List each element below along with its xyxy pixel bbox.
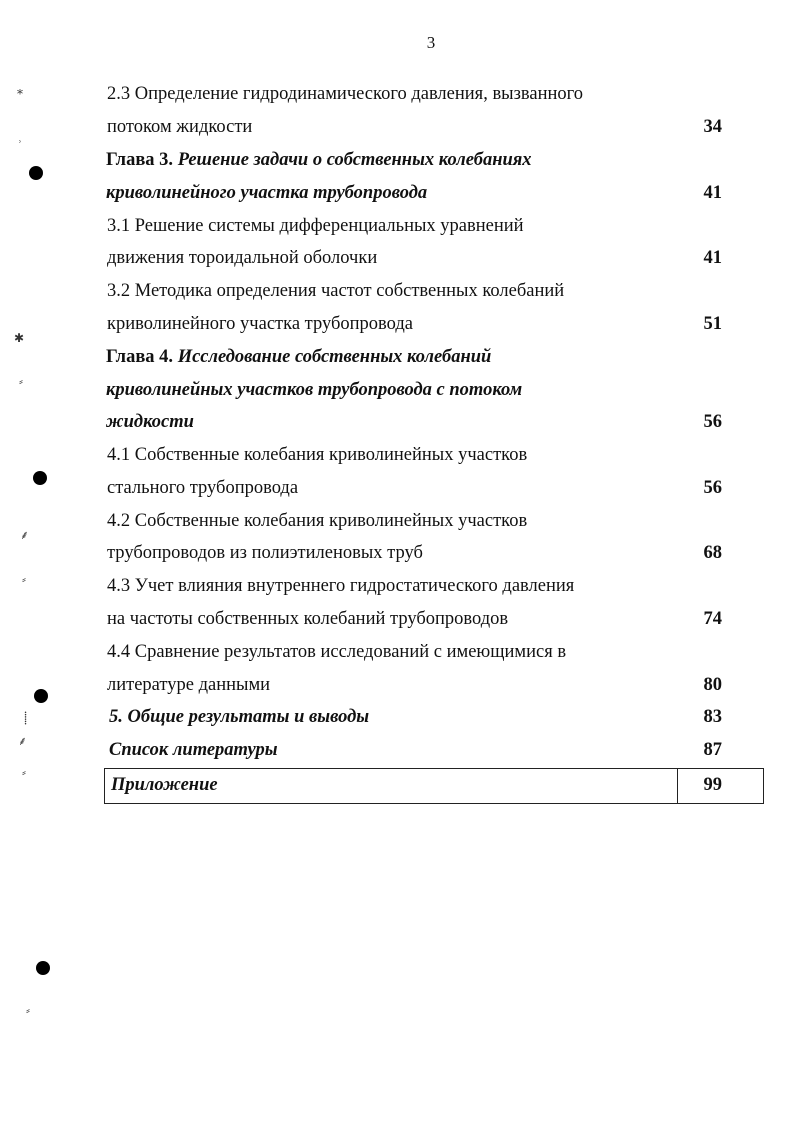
scan-speck: ⸗ (22, 572, 26, 586)
toc-references (109, 738, 278, 762)
toc-chapter-3-line2 (106, 181, 427, 205)
scan-speck: ⸗ (19, 374, 23, 388)
toc-page-number: 87 (703, 740, 722, 760)
toc-entry-4-3-line2: на частоты собственных колебаний трубопроводов (107, 609, 509, 629)
toc-chapter-5 (109, 705, 369, 729)
toc-page-number: 41 (703, 248, 722, 268)
toc-entry-3-2-line2: криволинейного участка трубопровода (107, 314, 413, 334)
toc-entry-4-4-line2: литературе данными (107, 675, 271, 695)
scan-speck: ⸙ (20, 528, 30, 542)
toc-entry-4-2-line2: трубопроводов из полиэтиленовых труб (107, 543, 423, 563)
scan-speck: ⸒ (18, 129, 22, 143)
toc-page-number: 56 (703, 412, 722, 432)
toc-entry-4-2-line1: 4.2 Собственные колебания криволинейных участков (107, 511, 528, 531)
chapter-title: жидкости (106, 412, 194, 432)
chapter-title: 5. Общие результаты и выводы (109, 707, 370, 727)
toc-page-number: 56 (703, 478, 722, 498)
toc-appendix-box (104, 768, 764, 804)
toc-chapter-3-line1 (106, 148, 532, 172)
appendix-divider (677, 769, 678, 803)
binder-hole-4 (36, 961, 50, 975)
toc-page-number: 34 (703, 117, 722, 137)
toc-entry-4-3-line1: 4.3 Учет влияния внутреннего гидростатического давления (107, 576, 575, 596)
scan-speck: ⸙ (18, 734, 28, 748)
toc-entry-3-1-line2: движения тороидальной оболочки (107, 248, 378, 268)
chapter-title: Решение задачи о собственных колебаниях (177, 150, 532, 170)
chapter-title: криволинейного участка трубопровода (106, 183, 428, 203)
scan-speck: ⸽ (24, 711, 28, 725)
toc-entry-4-1-line2: стального трубопровода (107, 478, 299, 498)
scan-speck: ⸗ (22, 765, 26, 779)
binder-hole-2 (33, 471, 47, 485)
binder-hole-1 (29, 166, 43, 180)
toc-entry-2-3-line1: 2.3 Определение гидродинамического давления, вызванного (107, 84, 584, 104)
toc-page-number: 80 (703, 675, 722, 695)
toc-entry-3-2-line1: 3.2 Методика определения частот собственных колебаний (107, 281, 565, 301)
references-title: Список литературы (109, 740, 278, 760)
toc-entry-2-3-line2: потоком жидкости (107, 117, 253, 137)
scan-speck: ⸗ (26, 1003, 30, 1017)
toc-page-number: 74 (703, 609, 722, 629)
chapter-title: Исследование собственных колебаний (177, 347, 492, 367)
chapter-prefix: Глава 4. (106, 347, 174, 367)
toc-page-number: 68 (703, 543, 722, 563)
page-number: 3 (426, 33, 436, 52)
toc-entry-3-1-line1: 3.1 Решение системы дифференциальных уравнений (107, 216, 524, 236)
toc-page-number: 83 (703, 707, 722, 727)
toc-page-number: 51 (703, 314, 722, 334)
toc-page-number: 41 (703, 183, 722, 203)
toc-chapter-4-line3 (106, 410, 194, 434)
toc-entry-4-4-line1: 4.4 Сравнение результатов исследований с имеющимися в (107, 642, 567, 662)
scan-speck: ⁎ (17, 83, 23, 97)
toc-chapter-4-line2 (106, 378, 522, 402)
appendix-label: Приложение (111, 775, 218, 795)
toc-entry-4-1-line1: 4.1 Собственные колебания криволинейных участков (107, 445, 528, 465)
scan-speck: ✱ (14, 331, 25, 345)
appendix-page-number: 99 (703, 775, 722, 795)
chapter-prefix: Глава 3. (106, 150, 174, 170)
chapter-title: криволинейных участков трубопровода с потоком (106, 380, 523, 400)
binder-hole-3 (34, 689, 48, 703)
toc-chapter-4-line1 (106, 345, 491, 369)
